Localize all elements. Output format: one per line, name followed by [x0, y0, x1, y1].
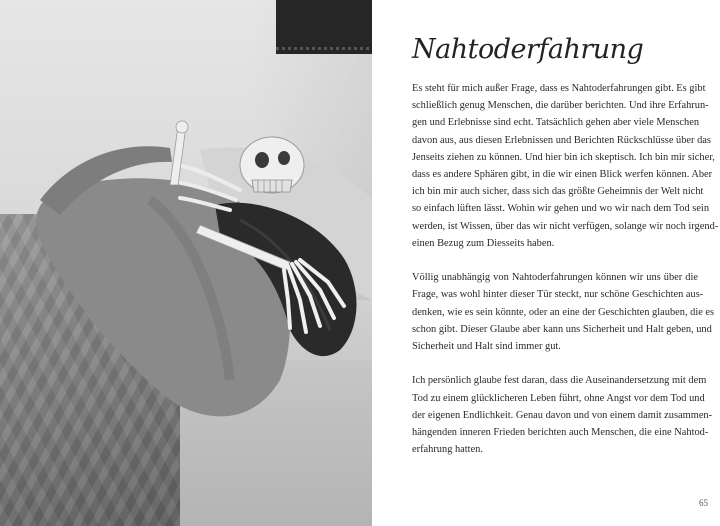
text-line: Jenseits ziehen zu können. Und hier bin ich skeptisch. Ich bin mir sicher,	[412, 151, 715, 163]
text-line: gen und Erlebnisse sind echt. Tatsächlich gehen aber viele Menschen	[412, 117, 700, 129]
text-line: Ich persönlich glaube fest daran, dass die Auseinandersetzung mit dem	[412, 375, 707, 387]
text-line: einen Bezug zum Diesseits haben.	[412, 237, 555, 249]
skeleton-arm-bone	[170, 126, 186, 185]
text-line: so einfach lüften lässt. Wohin wir gehen und wo wir nach dem Tod sein	[412, 203, 710, 215]
skeleton-skull	[240, 137, 304, 193]
body-text	[412, 80, 719, 476]
text-line: davon aus, aus diesen Erlebnissen und Berichten Rückschlüsse über das	[412, 134, 711, 146]
text-line: Es steht für mich außer Frage, dass es Nahtoderfahrungen gibt. Es gibt	[412, 83, 706, 94]
paragraph-3	[412, 372, 713, 458]
text-line: der eigenen Endlichkeit. Genau davon und von einem damit zusammen-	[412, 409, 713, 421]
text-line: schon gibt. Dieser Glaube aber kann uns Sicherheit und Halt geben, und	[412, 323, 712, 335]
text-line: ich bin mir auch sicher, dass sich das größte Geheimnis der Welt nicht	[412, 186, 704, 198]
text-line: werden, ist Wissen, über das wir nicht verfügen, solange wir noch irgend-	[412, 220, 719, 232]
page-number: 65	[699, 498, 708, 508]
text-line: dass es andere Sphären gibt, in die wir einen Blick werfen können. Aber	[412, 169, 713, 181]
text-line: hängenden inneren Frieden berichten auch Menschen, die eine Nahtod-	[412, 427, 709, 439]
paragraph-1	[412, 80, 719, 252]
text-line: schließlich genug Menschen, die darüber berichten. Und ihre Erfahrun-	[412, 100, 709, 112]
chapter-heading: Nahtoderfahrung	[412, 34, 644, 65]
text-line: Völlig unabhängig von Nahtoderfahrungen können wir uns über die	[412, 272, 698, 284]
text-line: Tod zu einem glücklicheren Leben führt, ohne Angst vor dem Tod und	[412, 392, 705, 404]
text-line: Frage, was wohl hinter dieser Tür steckt, nur schöne Geschichten aus-	[412, 289, 704, 301]
paragraph-2	[412, 269, 715, 355]
text-line: denken, wie es sein könnte, oder an eine der Geschichten glauben, die es	[412, 306, 715, 318]
skeleton-elbow	[176, 121, 188, 133]
text-page	[372, 0, 720, 526]
text-line: erfahrung hatten.	[412, 444, 483, 456]
text-line: Sicherheit und Halt sind immer gut.	[412, 341, 561, 353]
